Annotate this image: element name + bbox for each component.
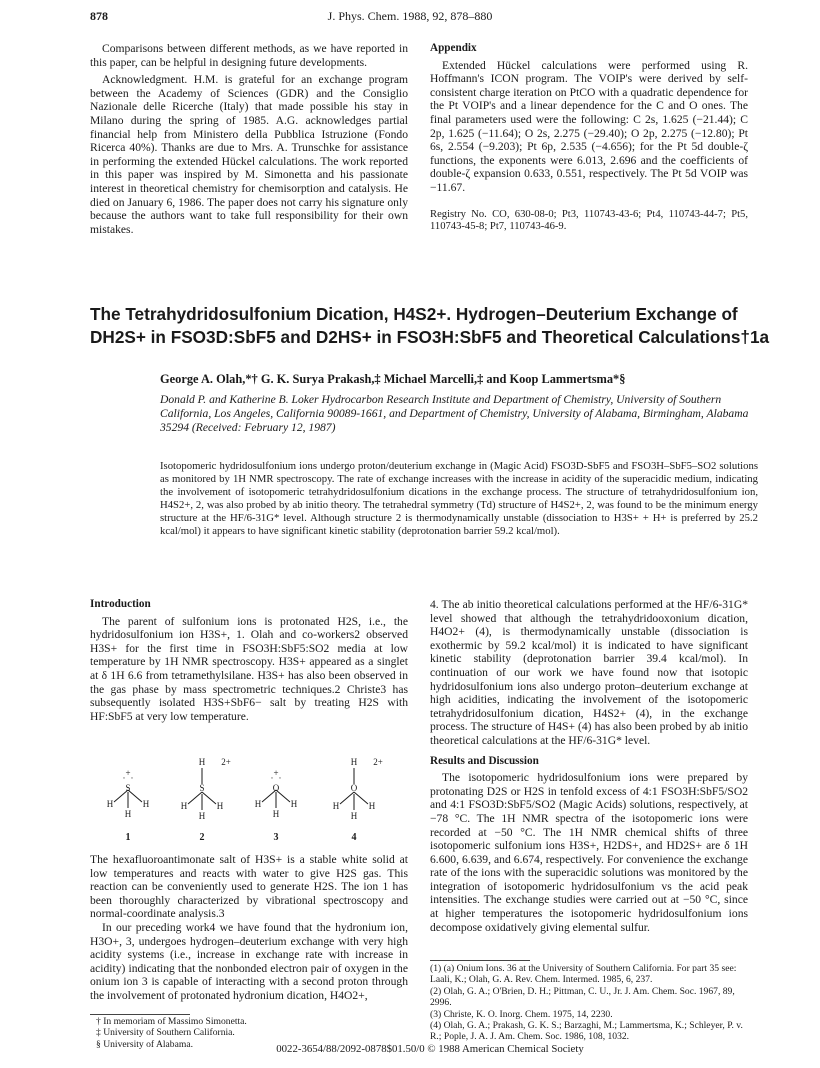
appendix-heading: Appendix: [430, 42, 477, 54]
svg-text:2+: 2+: [373, 757, 383, 767]
svg-text:H: H: [198, 811, 206, 821]
reference: (2) Olah, G. A.; O'Brien, D. H.; Pittman, C. U., Jr. J. Am. Chem. Soc. 1967, 89, 2996.: [430, 985, 735, 1009]
journal-citation: J. Phys. Chem. 1988, 92, 878–880: [327, 9, 493, 23]
footnote-rule-right: [430, 960, 530, 961]
previous-article-right-column: [430, 42, 748, 234]
intro-paragraph-1: The parent of sulfonium ions is protonated H2S, i.e., the hydridosulfonium ion H3S+, 1. Olah and co-workers2 observed H3S+ for the first time in FSO3H:SbF5:SO2 media at low temperature by 1H NMR spectroscopy. H3S+ appeared as a singlet at δ 1H 6.6 from tetramethylsilane. H3S+ has also been observed in the gas phase by mass spectrometric techniques.2 Christe3 has subsequently isolated H3S+SbF6− salt by treating H2S with HF:SbF5 at very low temperature.: [90, 614, 408, 723]
svg-text:O: O: [350, 783, 358, 793]
article-abstract: Isotopomeric hydridosulfonium ions undergo proton/deuterium exchange in (Magic Acid) FSO3D-SbF5 and FSO3H–SbF5–SO2 solutions as monitored by 1H NMR spectroscopy. The rate of exchange increases with the increase in acidity of the superacidic medium, indicating the involvement of isotopomeric tetrahydridosulfonium dications in the exchange process. The structure of tetrahydridosulfonium ion, H4S2+, 2, was also probed by ab initio theory. The tetrahedral symmetry (Td) structure of H4S2+, 2, was found to be the minimum energy structure at the HF/6-31G* level. Although structure 2 is thermodynamically unstable (dissociation to H3S+ + H+ is preferred by 25.2 kcal/mol) it appears to have significant kinetic stability (deprotonation barrier 59.2 kcal/mol).: [160, 460, 758, 537]
footnote: ‡ University of Southern California.: [96, 1027, 235, 1039]
introduction-continued: [90, 853, 408, 1003]
svg-text:+: +: [273, 768, 279, 778]
svg-text:+: +: [125, 768, 131, 778]
svg-text:H: H: [350, 811, 358, 821]
footnote-rule-left: [90, 1014, 190, 1015]
svg-text:H: H: [272, 809, 280, 819]
structure-label: 2: [199, 832, 205, 843]
svg-text:H: H: [290, 799, 298, 809]
article-authors: George A. Olah,*† G. K. Surya Prakash,‡ Michael Marcelli,‡ and Koop Lammertsma*§: [160, 372, 626, 386]
svg-text:S: S: [125, 783, 131, 793]
svg-text:H: H: [368, 801, 376, 811]
svg-text:H: H: [106, 799, 114, 809]
chemical-structures-figure: [90, 754, 408, 854]
page-number: 878: [90, 9, 108, 23]
svg-text:·: ·: [270, 773, 274, 783]
reference: (3) Christe, K. O. Inorg. Chem. 1975, 14, 2230.: [430, 1008, 613, 1020]
svg-text:S: S: [199, 783, 205, 793]
appendix-text: Extended Hückel calculations were performed using R. Hoffmann's ICON program. The VOIP's were derived by self-consistent charge iteration on PtCO with a quadratic dependence for the Pt VOIP's and a linear dependence for the C and O ones. The final parameters used were the following: C 2s, 1.625 (−21.44); C 2p, 1.625 (−11.64); O 2s, 2.275 (−29.40); O 2p, 2.275 (−12.80); Pt 6s, 2.554 (−9.203); Pt 6p, 2.535 (−4.656); for the Pt 5d double-ζ functions, the exponents were 6.013, 2.696 and the coefficients of double-ζ expansion 0.633, 0.551, respectively. The Pt 5d VOIP was −11.67.: [430, 58, 748, 194]
article-affiliation: Donald P. and Katherine B. Loker Hydrocarbon Research Institute and Department of Chemistry, University of Southern California, Los Angeles, California 90089-1661, and Department of Chemistry, University of Alabama, Birmingham, Alabama 35294 (Received: February 12, 1987): [160, 393, 749, 435]
intro-paragraph-2: The hexafluoroantimonate salt of H3S+ is a stable white solid at low temperatures and reacts with water to give H2S gas. This reaction can be conveniently used to generate H2S. The ion 1 has been thoroughly characterized by vibrational spectroscopy and normal-coordinate analysis.3: [90, 853, 408, 921]
intro-paragraph-4: 4. The ab initio theoretical calculations performed at the HF/6-31G* level showed that although the tetrahydridooxonium dication, H4O2+ (4), is thermodynamically unstable (dissociation is exothermic by 59.2 kcal/mol) it is indicated to have significant kinetic stability (deprotonation barrier 39.4 kcal/mol). In continuation of our work we have found now that isotopic hydridosulfonium ions also undergo proton–deuterium exchange at high acidities, indicating the involvement of the isotopomeric tetrahydridosulfonium dication, H4S2+ (4), in the exchange process. The structure of H4S+ (4) has also been probed by ab initio theoretical calculations at the HF/6-31G* level.: [430, 598, 748, 747]
svg-text:H: H: [332, 801, 340, 811]
footnote: § University of Alabama.: [96, 1038, 193, 1050]
previous-article-left-column: [90, 42, 408, 236]
svg-text:·: ·: [130, 773, 134, 783]
svg-text:·: ·: [122, 773, 126, 783]
svg-text:H: H: [350, 757, 358, 767]
svg-text:H: H: [216, 801, 224, 811]
introduction-heading: Introduction: [90, 598, 151, 610]
svg-text:H: H: [124, 809, 132, 819]
copyright-line: 0022-3654/88/2092-0878$01.50/0 © 1988 American Chemical Society: [276, 1043, 584, 1055]
svg-text:H: H: [142, 799, 150, 809]
intro-paragraph-3: In our preceding work4 we have found that the hydronium ion, H3O+, 3, undergoes hydrogen–deuterium exchange with very high acidity systems (i.e., increase in exchange rate with increase in acidity) indicating that the nonbonded electron pair of oxygen in the onium ion 3 is capable of interacting with a second proton through the involvement of protonated hydronium dication, H4O2+,: [90, 920, 408, 1002]
results-paragraph-1: The isotopomeric hydridosulfonium ions were prepared by protonating D2S or H2S in tenfold excess of 4:1 FSO3H:SbF5/SO2 and 4:1 FSO3D:SbF5/SO2 (Magic Acids) solutions, respectively, at −78 °C. The 1H NMR spectra of the isotopomeric ions were recorded at −50 °C. The 1H NMR chemical shifts of three isotopomeric sulfonium ions H3S+, H2DS+, and HD2S+ are δ 1H 6.600, 6.639, and 6.674, respectively. For convenience the exchange rate of the ions with the superacidic solutions was monitored by the integration of isotopomeric hydridosulfonium vs the acid peak intensities. The exchange studies were carried out at −50 °C, since at higher temperatures the isotopomeric hydridosulfonium ions decompose oxidatively giving elemental sulfur.: [430, 771, 748, 934]
references: [430, 963, 748, 1043]
structure-label: 4: [351, 832, 357, 843]
reference: (1) (a) Onium Ions. 36 at the University of Southern California. For part 35 see: Laali, K.; Olah, G. A. Rev. Chem. Intermed. 1985, 6, 237.: [430, 963, 737, 986]
svg-text:H: H: [180, 801, 188, 811]
svg-text:·: ·: [278, 773, 282, 783]
svg-text:H: H: [198, 757, 206, 767]
closing-paragraph: Comparisons between different methods, as we have reported in this paper, can be helpful in designing future developments.: [90, 42, 408, 69]
introduction-left-column: [90, 598, 408, 723]
article-title: The Tetrahydridosulfonium Dication, H4S2+. Hydrogen–Deuterium Exchange of DH2S+ in FSO3D:SbF5 and D2HS+ in FSO3H:SbF5 and Theoretical Calculations†1a: [90, 304, 770, 347]
structure-label: 3: [273, 832, 279, 843]
results-heading: Results and Discussion: [430, 754, 539, 767]
right-column-body: [430, 598, 748, 934]
svg-text:2+: 2+: [221, 757, 231, 767]
svg-text:O: O: [272, 783, 280, 793]
footnote: † In memoriam of Massimo Simonetta.: [96, 1016, 247, 1027]
reference: (4) Olah, G. A.; Prakash, G. K. S.; Barzaghi, M.; Lammertsma, K.; Schleyer, P. v. R.; Pople, J. A. J. Am. Chem. Soc. 1986, 108, 1032.: [430, 1020, 743, 1043]
acknowledgment: Acknowledgment. H.M. is grateful for an exchange program between the Academy of Sciences (GDR) and the Consiglio Nazionale delle Ricerche (Italy) that made possible his stay in Milano during the spring of 1985. A.G. acknowledges partial financial help from Ministero della Pubblica Istruzione (Fondo Ricerca 40%). Thanks are due to Mrs. A. Trunschke for assistance in performing the extended Hückel calculations. The work reported in this paper was inspired by M. Simonetta and his passionate interest in theoretical chemistry for chemisorption and catalysis. He died on January 6, 1986. The paper does not carry his signature only because the authors want to take full responsibility for their own mistakes.: [90, 73, 408, 236]
structure-label: 1: [125, 832, 131, 843]
registry-numbers: Registry No. CO, 630-08-0; Pt3, 110743-43-6; Pt4, 110743-44-7; Pt5, 110743-45-8; Pt7, 110743-46-9.: [430, 208, 748, 233]
svg-text:H: H: [254, 799, 262, 809]
